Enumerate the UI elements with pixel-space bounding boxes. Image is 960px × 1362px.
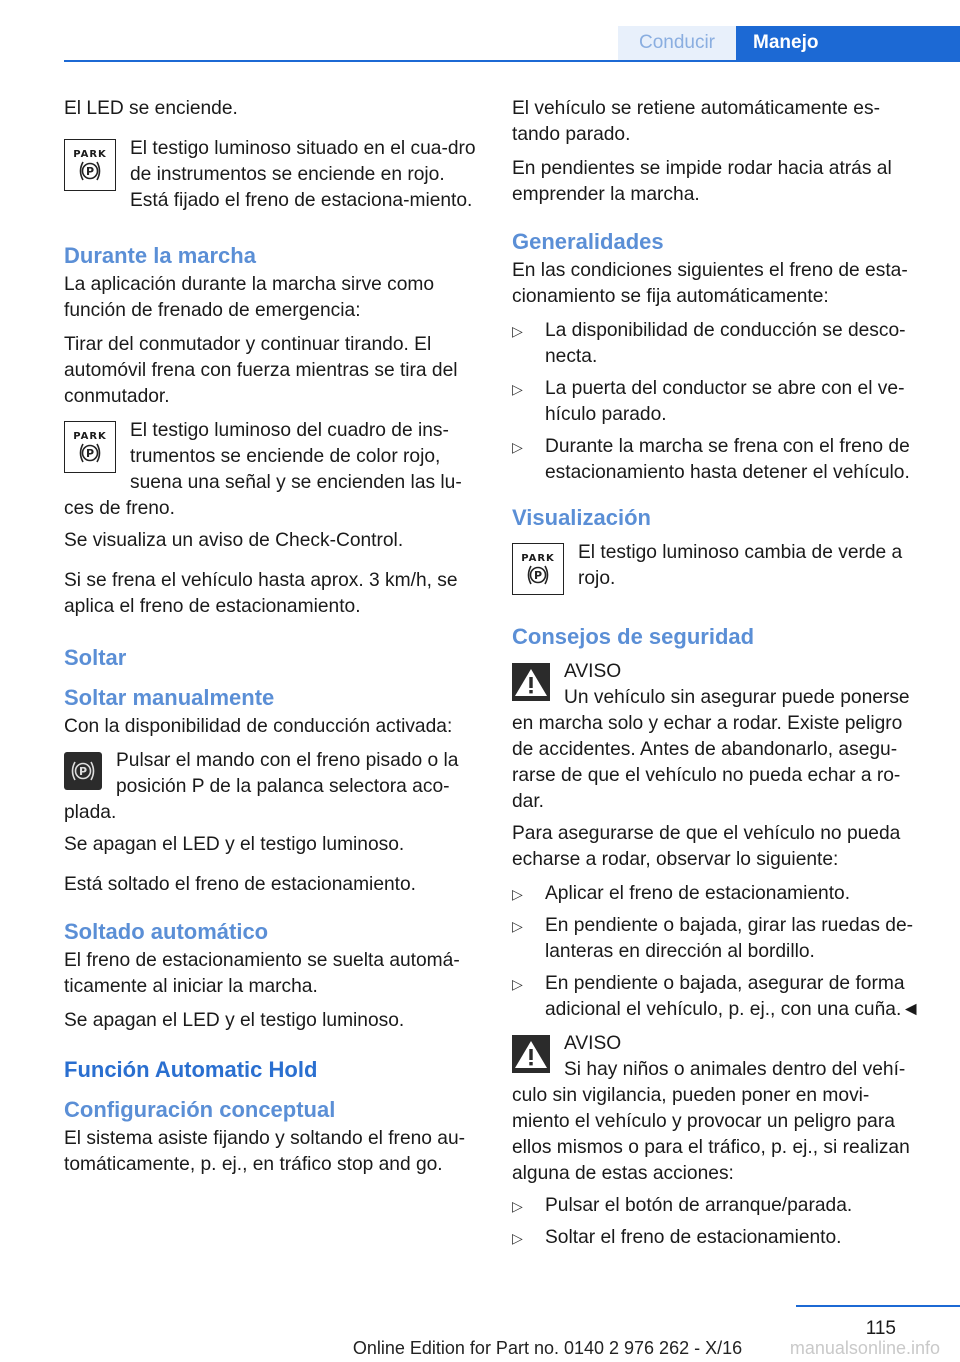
con-disponibilidad-text: Con la disponibilidad de conducción activada: — [64, 716, 453, 737]
svg-text:P: P — [85, 164, 95, 178]
button-text: Pulsar el mando con el freno pisado o la posición P de la palanca selectora aco-plada. — [64, 750, 459, 823]
heading-configuracion-conceptual: Configuración conceptual — [64, 1097, 336, 1122]
park-brake-warning-icon: PARK P — [64, 421, 116, 473]
svg-text:P: P — [85, 446, 95, 460]
heading-generalidades: Generalidades — [512, 229, 664, 254]
visualizacion-text: El testigo luminoso cambia de verde a rojo. — [578, 542, 903, 589]
park-brake-warning-icon: PARK P — [512, 543, 564, 595]
generalidades-list — [512, 318, 924, 486]
parking-brake-button-icon — [64, 752, 102, 790]
list-item: ▷ Soltar el freno de estacionamiento. — [512, 1227, 842, 1248]
header-tab-conducir[interactable]: Conducir — [618, 26, 736, 60]
watermark: manualsonline.info — [789, 1338, 940, 1358]
retiene-text: El vehículo se retiene automáticamente es-tando parado. — [512, 98, 880, 145]
park-indicator-text-2: El testigo luminoso del cuadro de ins-trumentos se enciende de color rojo, suena una señal y se encienden las lu-ces de freno. — [64, 420, 462, 519]
warning-icon — [512, 663, 550, 701]
heading-consejos-de-seguridad: Consejos de seguridad — [512, 624, 755, 649]
list-item: ▷ Durante la marcha se frena con el freno de estacionamiento hasta detener el vehículo. — [512, 436, 910, 483]
heading-soltar: Soltar — [64, 645, 127, 670]
park-indicator-text-1: El testigo luminoso situado en el cua-dro de instrumentos se enciende en rojo. Está fijado el freno de estaciona-miento. — [130, 138, 476, 211]
list-item: ▷ En pendiente o bajada, asegurar de forma adicional el vehículo, p. ej., con una cuña.◄ — [512, 973, 921, 1020]
aviso-block-1 — [512, 659, 924, 815]
led-on-text: El LED se enciende. — [64, 98, 238, 119]
list-item: ▷ La disponibilidad de conducción se desco-necta. — [512, 320, 906, 367]
header-tab-manejo[interactable]: Manejo — [736, 26, 960, 62]
aviso-title-1: AVISO — [564, 661, 622, 682]
park-indicator-block-1 — [64, 136, 476, 214]
header-rule — [64, 60, 960, 62]
warning-icon — [512, 1035, 550, 1073]
aviso-block-2 — [512, 1031, 924, 1187]
heading-funcion-automatic-hold: Función Automatic Hold — [64, 1057, 318, 1082]
heading-visualizacion: Visualización — [512, 505, 651, 530]
esta-soltado-text: Está soltado el freno de estacionamiento. — [64, 874, 416, 895]
se-apagan-text-1: Se apagan el LED y el testigo luminoso. — [64, 834, 405, 855]
button-block — [64, 748, 476, 826]
park-indicator-block-3 — [512, 540, 924, 599]
se-apagan-text-2: Se apagan el LED y el testigo luminoso. — [64, 1010, 405, 1031]
right-column — [512, 96, 924, 1257]
park-indicator-block-2 — [64, 418, 476, 522]
aviso1-list — [512, 881, 924, 1023]
durante-paragraph-2: Tirar del conmutador y continuar tirando. El automóvil frena con fuerza mientras se tira del conmutador. — [64, 334, 458, 407]
footer-rule — [796, 1305, 960, 1307]
list-item: ▷ Pulsar el botón de arranque/parada. — [512, 1195, 853, 1216]
heading-soltar-manualmente: Soltar manualmente — [64, 685, 275, 710]
heading-durante-la-marcha: Durante la marcha — [64, 243, 256, 268]
heading-soltado-automatico: Soltado automático — [64, 919, 269, 944]
config-text: El sistema asiste fijando y soltando el freno au-tomáticamente, p. ej., en tráfico stop and go. — [64, 1128, 466, 1175]
aviso-title-2: AVISO — [564, 1033, 622, 1054]
left-column — [64, 96, 476, 1186]
pendientes-text: En pendientes se impide rodar hacia atrás al emprender la marcha. — [512, 158, 892, 205]
page-number: 115 — [865, 1318, 896, 1339]
generalidades-text: En las condiciones siguientes el freno de esta-cionamiento se fija automáticamente: — [512, 260, 908, 307]
aviso2-list — [512, 1193, 924, 1251]
si-frena-text: Si se frena el vehículo hasta aprox. 3 km/h, se aplica el freno de estacionamiento. — [64, 570, 458, 617]
para-asegurarse-text: Para asegurarse de que el vehículo no pueda echarse a rodar, observar lo siguiente: — [512, 823, 901, 870]
online-edition-text: Online Edition for Part no. 0140 2 976 262 - X/16 — [352, 1338, 743, 1358]
aviso-text-1: Un vehículo sin asegurar puede ponerse en marcha solo y echar a rodar. Existe peligro de accidentes. Antes de abandonarlo, asegu-rarse de que el vehículo no pueda echar a ro-dar. — [512, 687, 910, 812]
check-control-text: Se visualiza un aviso de Check-Control. — [64, 530, 404, 551]
durante-paragraph-1: La aplicación durante la marcha sirve como función de frenado de emergencia: — [64, 274, 435, 321]
list-item: ▷ En pendiente o bajada, girar las ruedas de-lanteras en dirección al bordillo. — [512, 915, 914, 962]
list-item: ▷ La puerta del conductor se abre con el ve-hículo parado. — [512, 378, 905, 425]
list-item: ▷ Aplicar el freno de estacionamiento. — [512, 883, 851, 904]
soltado-auto-text: El freno de estacionamiento se suelta automá-ticamente al iniciar la marcha. — [64, 950, 460, 997]
park-brake-warning-icon: PARK P — [64, 139, 116, 191]
svg-text:P: P — [533, 568, 543, 582]
svg-text:P: P — [78, 765, 88, 778]
aviso-text-2: Si hay niños o animales dentro del vehí-culo sin vigilancia, pueden poner en movi-miento el vehículo y provocar un peligro para ellos mismos o para el tráfico, p. ej., si realizan alguna de estas acciones: — [512, 1059, 910, 1184]
